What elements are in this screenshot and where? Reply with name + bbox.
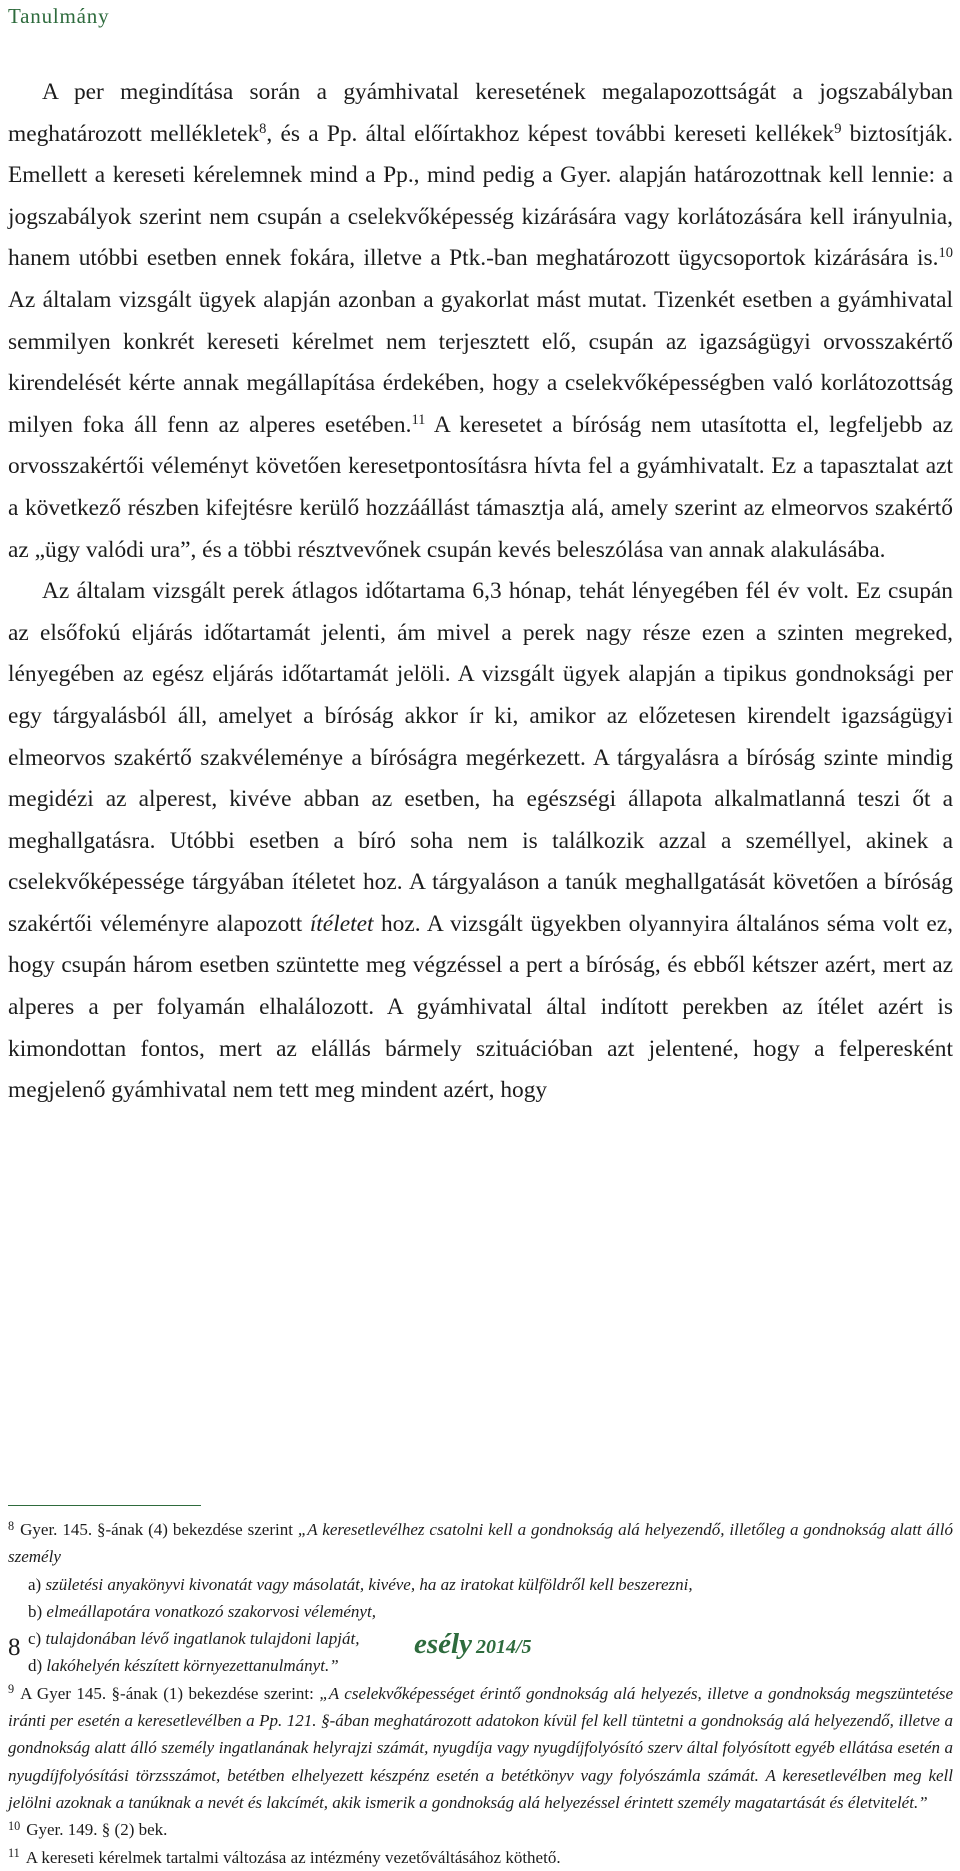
- footnote-ref-9[interactable]: 9: [834, 120, 842, 137]
- text-span: biztosítják. Emellett a kereseti kérelemnek mind a Pp., mind pedig a Gyer. alapján határozottnak kell lennie: a jogszabályok szerint nem csupán a cselekvőképesség kizárására vagy korlátozására kell irányulnia, hanem utóbbi esetben ennek fokára, illetve a Ptk.-ban meghatározott ügycsoportok kizárására is.: [8, 120, 953, 272]
- text-span: A per megindítása során a gyámhivatal keresetének megalapozottságát a jogszabályban meghatározott mellékletek: [8, 79, 953, 147]
- footnote-11: [8, 1844, 953, 1871]
- footnote-10: [8, 1816, 953, 1843]
- footnote-number: 8: [8, 1518, 15, 1533]
- footnote-quote: „A cselekvőképességet érintő gondnokság alá helyezés, illetve a gondnokság megszüntetése iránti per esetén a keresetlevélben a Pp. 121. §-ában meghatározott adatokon kívül fel kell tüntetni a gondnokság alá helyezendő, illetve a gondnokság alatt álló személy ingatlanának helyrajzi számát, nyugdíja vagy nyugdíjfolyósító szerv által folyósított egyéb ellátása esetén a nyugdíjfolyósítási törzsszámot, betétben elhelyezett készpénz esetén a betétkönyv vagy folyószámla számát. A keresetlevélben meg kell jelölni azoknak a tanúknak a nevét és lakcímét, akik ismerik a gondnokság alá helyezéssel érintett személy magatartását és életvitelét.”: [8, 1683, 953, 1812]
- footnote-list-item: [8, 1598, 953, 1625]
- footnote-text: Gyer. 145. §-ának (4) bekezdése szerint: [20, 1520, 298, 1539]
- list-item-text: lakóhelyén készített környezettanulmányt.”: [46, 1656, 339, 1676]
- italic-term: ítéletet: [309, 910, 374, 937]
- list-marker: c): [28, 1629, 46, 1649]
- text-span: Az általam vizsgált perek átlagos időtartama 6,3 hónap, tehát lényegében fél év volt. Ez csupán az elsőfokú eljárás időtartamát jelenti, ám mivel a perek nagy része ezen a szinten megreked, lényegében az egész eljárás időtartamát jelöli. A vizsgált ügyek alapján a tipikus gondnoksági per egy tárgyalásból áll, amelyet a bíróság akkor ír ki, amikor az előzetesen kirendelt igazságügyi elmeorvos szakértő szakvéleménye a bíróságra megérkezett. A tárgyalásra a bíróság szinte mindig megidézi az alperest, kivéve abban az esetben, ha egészségi állapota alkalmatlanná teszi őt a meghallgatásra. Utóbbi esetben a bíró soha nem is találkozik azzal a személlyel, akinek a cselekvőképessége tárgyában ítéletet hoz. A tárgyaláson a tanúk meghallgatását követően a bíróság szakértői véleményre alapozott: [8, 578, 953, 937]
- article-body: [8, 72, 953, 1112]
- list-marker: d): [28, 1656, 47, 1676]
- text-span: A keresetet a bíróság nem utasította el, legfeljebb az orvosszakértői véleményt követően keresetpontosításra hívta fel a gyámhivatalt. Ez a tapasztalat azt a következő részben kifejtésre kerülő hozzáállást támasztja alá, amely szerint az elmeorvos szakértő az „ügy valódi ura”, és a többi résztvevőnek csupán kevés beleszólása van annak alakulásába.: [8, 411, 953, 563]
- footnote-ref-8[interactable]: 8: [259, 120, 267, 137]
- footnote-number: 9: [8, 1682, 15, 1697]
- list-marker: b): [28, 1601, 47, 1621]
- footnote-text: A Gyer 145. §-ának (1) bekezdése szerint:: [20, 1683, 320, 1703]
- footnote-text: A kereseti kérelmek tartalmi változása az intézmény vezetőváltásához köthető.: [25, 1847, 561, 1867]
- footnote-list-item: [8, 1571, 953, 1598]
- text-span: , és a Pp. által előírtakhoz képest további kereseti kellékek: [266, 120, 835, 147]
- footnote-9: [8, 1680, 953, 1816]
- footnote-text: Gyer. 149. § (2) bek.: [26, 1820, 168, 1840]
- list-marker: a): [28, 1574, 46, 1594]
- paragraph-2: [8, 571, 953, 1112]
- footnote-divider: [8, 1505, 201, 1506]
- footnote-ref-10[interactable]: 10: [938, 245, 953, 262]
- footnote-ref-11[interactable]: 11: [411, 411, 426, 428]
- footnote-number: 11: [8, 1846, 20, 1861]
- text-span: hoz. A vizsgált ügyekben olyannyira általános séma volt ez, hogy csupán három esetben szüntette meg végzéssel a pert a bíróság, és ebből kétszer azért, mert az alperes a per folyamán elhalálozott. A gyámhivatal által indított perekben az ítélet azért is kimondottan fontos, mert az elállás bármely szituációban azt jelentené, hogy a felperesként megjelenő gyámhivatal nem tett meg mindent azért, hogy: [8, 910, 953, 1104]
- footnote-number: 10: [8, 1818, 21, 1833]
- paragraph-1: [8, 72, 953, 571]
- section-label: Tanulmány: [8, 4, 110, 28]
- footnotes: [8, 1516, 953, 1871]
- text-span: Az általam vizsgált ügyek alapján azonban a gyakorlat mást mutat. Tizenkét esetben a gyámhivatal semmilyen konkrét kereseti kérelmet nem terjesztett elő, csupán az igazságügyi orvosszakértő kirendelését kérte annak megállapítása érdekében, hogy a cselekvőképességben való korlátozottság milyen foka áll fenn az alperes esetében.: [8, 286, 953, 438]
- footnote-8: [8, 1516, 953, 1571]
- list-item-text: születési anyakönyvi kivonatát vagy másolatát, kivéve, ha az iratokat külföldről kell beszerezni,: [45, 1574, 693, 1594]
- footnote-quote: „A keresetlevélhez csatolni kell a gondnokság alá helyezendő, illetőleg a gondnokság alatt álló személy: [8, 1520, 953, 1567]
- list-item-text: elmeállapotára vonatkozó szakorvosi véleményt,: [46, 1601, 376, 1621]
- magazine-issue: [414, 1628, 532, 1661]
- list-item-text: tulajdonában lévő ingatlanok tulajdoni lapját,: [45, 1629, 360, 1649]
- issue-number: 2014/5: [475, 1636, 532, 1658]
- magazine-title: esély: [414, 1628, 472, 1660]
- page-number: 8: [8, 1634, 21, 1661]
